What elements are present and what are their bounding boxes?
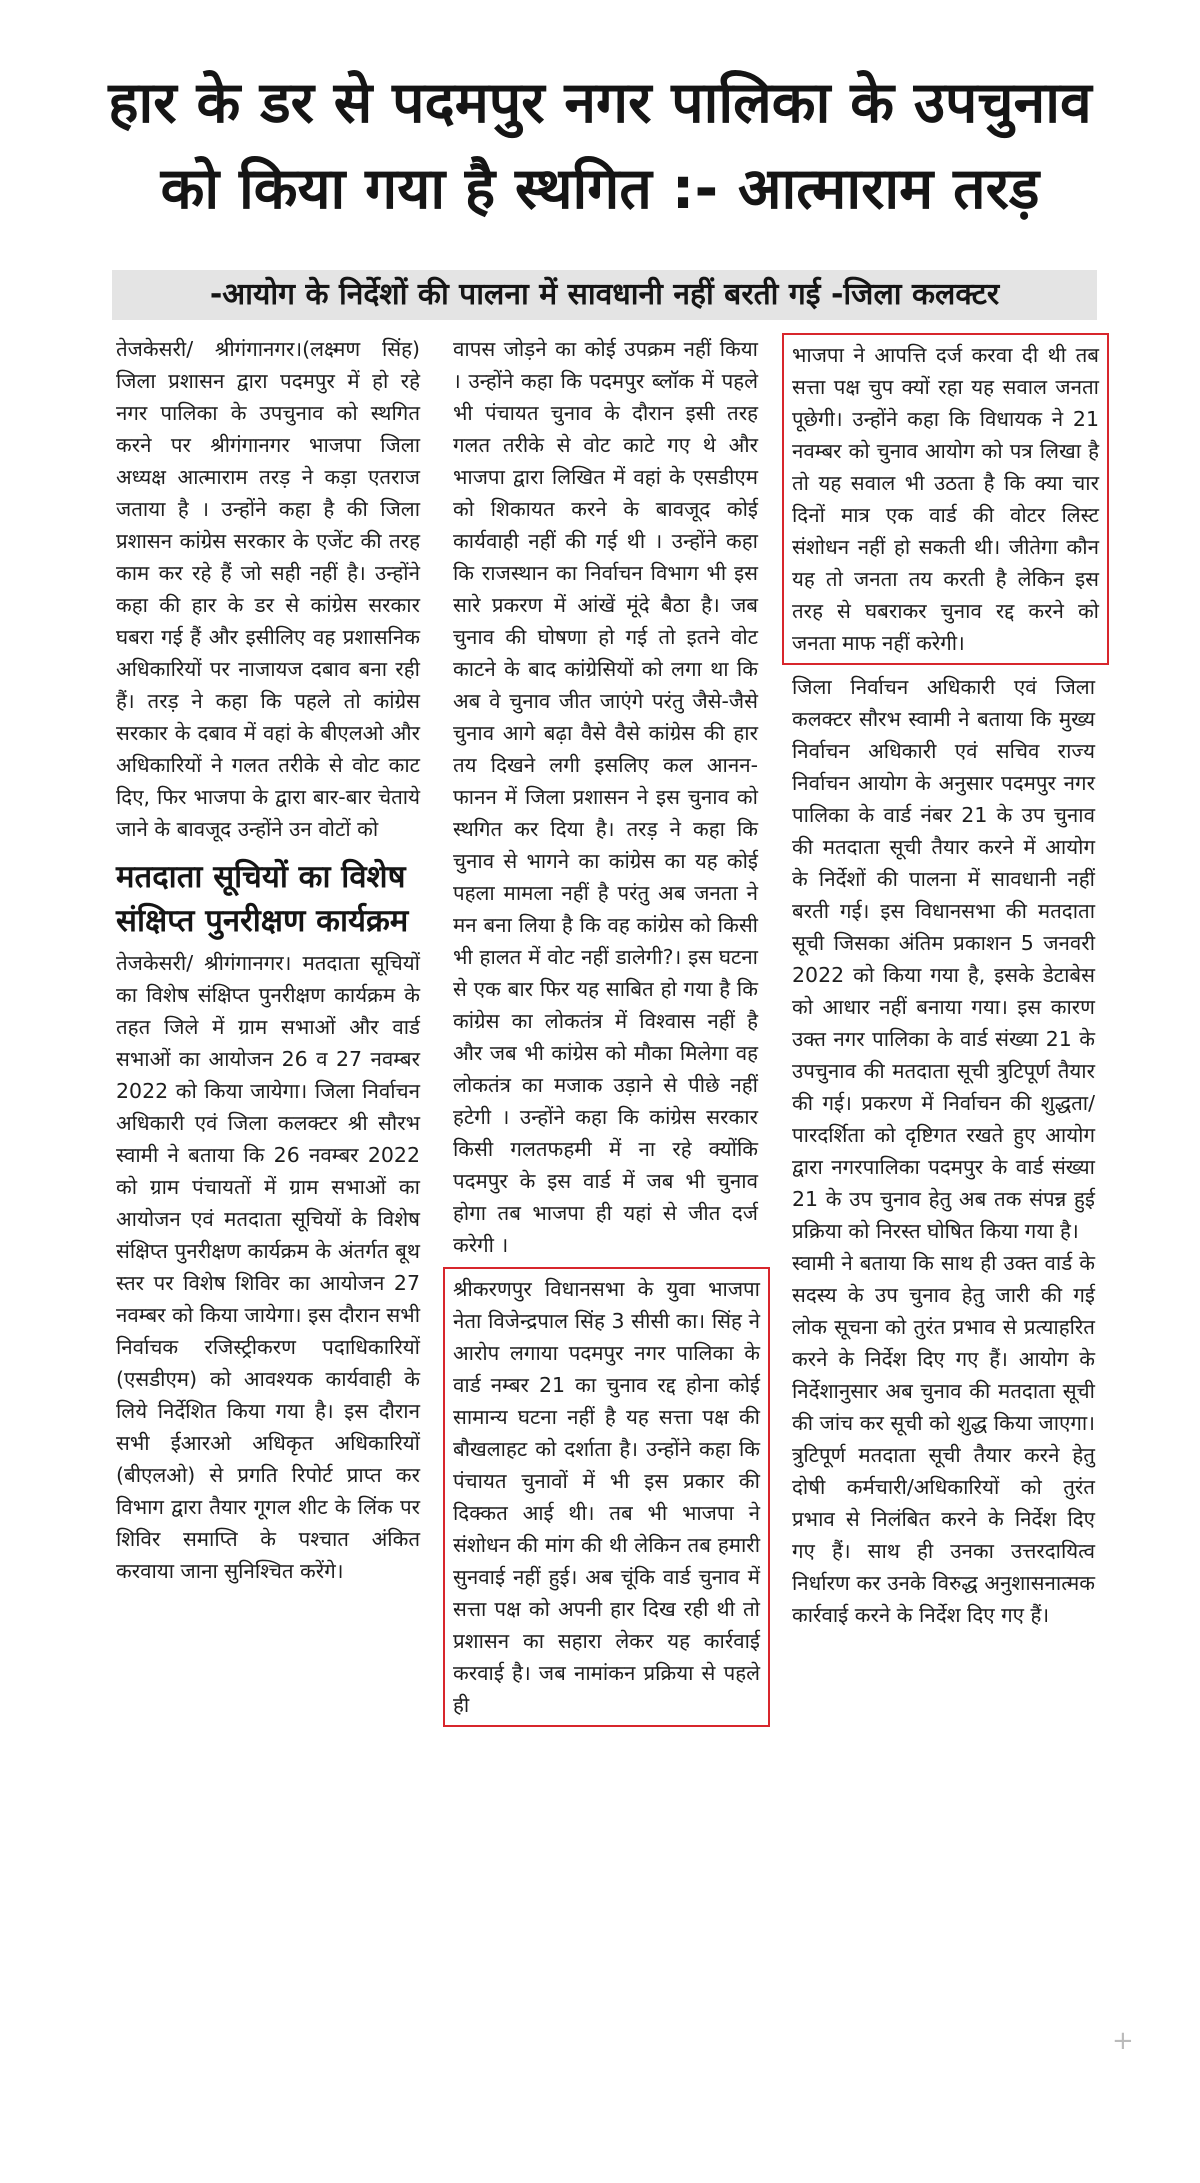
headline (40, 60, 1160, 232)
headline-line-1: हार के डर से पदमपुर नगर पालिका के उपचुनाव (108, 70, 1092, 136)
column-3-boxed-paragraph: भाजपा ने आपत्ति दर्ज करवा दी थी तब सत्ता पक्ष चुप क्यों रहा यह सवाल जनता पूछेगी। उन्होंने कहा कि विधायक ने 21 नवम्बर को चुनाव आयोग को पत्र लिखा है तो यह सवाल भी उठता है कि क्या चार दिनों मात्र एक वार्ड की वोटर लिस्ट संशोधन नहीं हो सकती थी। जीतेगा कौन यह तो जनता तय करती है लेकिन इस तरह से घबराकर चुनाव रद्द करने को जनता माफ नहीं करेगी। (792, 343, 1099, 655)
column-1-paragraph-1: तेजकेसरी/ श्रीगंगानगर।(लक्ष्मण सिंह) जिला प्रशासन द्वारा पदमपुर में हो रहे नगर पालिका के उपचुनाव को स्थगित करने पर श्रीगंगानगर भाजपा जिला अध्यक्ष आत्माराम तरड़ ने कड़ा एतराज जताया है । उन्होंने कहा है की जिला प्रशासन कांग्रेस सरकार के एजेंट की तरह काम कर रहे हैं जो सही नहीं है। उन्होंने कहा की हार के डर से कांग्रेस सरकार घबरा गई हैं और इसीलिए वह प्रशासनिक अधिकारियों पर नाजायज दबाव बना रही हैं। तरड़ ने कहा कि पहले तो कांग्रेस सरकार के दबाव में वहां के बीएलओ और अधिकारियों ने गलत तरीके से वोट काट दिए, फिर भाजपा के द्वारा बार-बार चेताये जाने के बावजूद उन्होंने उन वोटों को (116, 337, 420, 841)
article-column-2 (453, 333, 758, 1727)
column-3-paragraph-1: जिला निर्वाचन अधिकारी एवं जिला कलक्टर सौरभ स्वामी ने बताया कि मुख्य निर्वाचन अधिकारी एवं सचिव राज्य निर्वाचन आयोग के अनुसार पदमपुर नगर पालिका के वार्ड नंबर 21 के उप चुनाव की मतदाता सूची तैयार करने में आयोग के निर्देशों की पालना में सावधानी नहीं बरती गई। इस विधानसभा की मतदाता सूची जिसका अंतिम प्रकाशन 5 जनवरी 2022 को किया गया है, इसके डेटाबेस को आधार नहीं बनाया गया। इस कारण उक्त नगर पालिका के वार्ड संख्या 21 के उपचुनाव की मतदाता सूची त्रुटिपूर्ण तैयार की गई। प्रकरण में निर्वाचन की शुद्धता/पारदर्शिता को दृष्टिगत रखते हुए आयोग द्वारा नगरपालिका पदमपुर के वार्ड संख्या 21 के उप चुनाव हेतु अब तक संपन्न हुई प्रक्रिया को निरस्त घोषित किया गया है। (792, 675, 1095, 1243)
column-1-paragraph-2: तेजकेसरी/ श्रीगंगानगर। मतदाता सूचियों का विशेष संक्षिप्त पुनरीक्षण कार्यक्रम के तहत जिले में ग्राम सभाओं और वार्ड सभाओं का आयोजन 26 व 27 नवम्बर 2022 को किया जायेगा। जिला निर्वाचन अधिकारी एवं जिला कलक्टर श्री सौरभ स्वामी ने बताया कि 26 नवम्बर 2022 को ग्राम पंचायतों में ग्राम सभाओं का आयोजन एवं मतदाता सूचियों के विशेष संक्षिप्त पुनरीक्षण कार्यक्रम के अंतर्गत बूथ स्तर पर विशेष शिविर का आयोजन 27 नवम्बर को किया जायेगा। इस दौरान सभी निर्वाचक रजिस्ट्रीकरण पदाधिकारियों (एसडीएम) को आवश्यक कार्यवाही के लिये निर्देशित किया गया है। इस दौरान सभी ईआरओ अधिकृत अधिकारियों (बीएलओ) से प्रगति रिपोर्ट प्राप्त कर विभाग द्वारा तैयार गूगल शीट के लिंक पर शिविर समाप्ति के पश्चात अंकित करवाया जाना सुनिश्चित करेंगे। (116, 951, 420, 1583)
headline-line-2: को किया गया है स्थगित :- आत्माराम तरड़ (160, 156, 1040, 222)
column-2-boxed-paragraph: श्रीकरणपुर विधानसभा के युवा भाजपा नेता विजेन्द्रपाल सिंह 3 सीसी का। सिंह ने आरोप लगाया पदमपुर नगर पालिका के वार्ड नम्बर 21 का चुनाव रद्द होना कोई सामान्य घटना नहीं है यह सत्ता पक्ष की बौखलाहट को दर्शाता है। उन्होंने कहा कि पंचायत चुनावों में भी इस प्रकार की दिक्कत आई थी। तब भी भाजपा ने संशोधन की मांग की थी लेकिन तब हमारी सुनवाई नहीं हुई। अब चूंकि वार्ड चुनाव में सत्ता पक्ष को अपनी हार दिख रही थी तो प्रशासन का सहारा लेकर यह कार्रवाई करवाई है। जब नामांकन प्रक्रिया से पहले ही (453, 1277, 760, 1717)
article-column-1 (116, 333, 420, 1587)
column-3-paragraph-2: स्वामी ने बताया कि साथ ही उक्त वार्ड के सदस्य के उप चुनाव हेतु जारी की गई लोक सूचना को तुरंत प्रभाव से प्रत्याहरित करने के निर्देश दिए गए हैं। आयोग के निर्देशानुसार अब चुनाव की मतदाता सूची की जांच कर सूची को शुद्ध किया जाएगा। त्रुटिपूर्ण मतदाता सूची तैयार करने हेतु दोषी कर्मचारी/अधिकारियों को तुरंत प्रभाव से निलंबित करने के निर्देश दिए गए हैं। साथ ही उनका उत्तरदायित्व निर्धारण कर उनके विरुद्ध अनुशासनात्मक कार्रवाई करने के निर्देश दिए गए हैं। (792, 1251, 1095, 1627)
column-2-paragraph-1: वापस जोड़ने का कोई उपक्रम नहीं किया । उन्होंने कहा कि पदमपुर ब्लॉक में पहले भी पंचायत चुनाव के दौरान इसी तरह गलत तरीके से वोट काटे गए थे और भाजपा द्वारा लिखित में वहां के एसडीएम को शिकायत करने के बावजूद कोई कार्यवाही नहीं की गई थी । उन्होंने कहा कि राजस्थान का निर्वाचन विभाग भी इस सारे प्रकरण में आंखें मूंदे बैठा है। जब चुनाव की घोषणा हो गई तो इतने वोट काटने के बाद कांग्रेसियों को लगा था कि अब वे चुनाव जीत जाएंगे परंतु जैसे-जैसे चुनाव आगे बढ़ा वैसे वैसे कांग्रेस की हार तय दिखने लगी इसलिए कल आनन-फानन में जिला प्रशासन ने इस चुनाव को स्थगित कर दिया है। तरड़ ने कहा कि चुनाव से भागने का कांग्रेस का यह कोई पहला मामला नहीं है परंतु अब जनता ने मन बना लिया है कि वह कांग्रेस को किसी भी हालत में वोट नहीं डालेगी?। इस घटना से एक बार फिर यह साबित हो गया है कि कांग्रेस का लोकतंत्र में विश्वास नहीं है और जब भी कांग्रेस को मौका मिलेगा वह लोकतंत्र का मजाक उड़ाने से पीछे नहीं हटेगी । उन्होंने कहा कि कांग्रेस सरकार किसी गलतफहमी में ना रहे क्योंकि पदमपुर के इस वार्ड में जब भी चुनाव होगा तब भाजपा ही यहां से जीत दर्ज करेगी । (453, 337, 758, 1257)
voter-list-revision-title: मतदाता सूचियों का विशेष संक्षिप्त पुनरीक्षण कार्यक्रम (116, 859, 409, 939)
highlighted-box-column-3 (782, 333, 1109, 665)
article-column-3 (792, 333, 1099, 1631)
highlighted-box-column-2 (443, 1267, 770, 1727)
subheadline: -आयोग के निर्देशों की पालना में सावधानी नहीं बरती गई -जिला कलक्टर (112, 270, 1097, 320)
crop-mark-icon: + (1112, 2026, 1134, 2056)
